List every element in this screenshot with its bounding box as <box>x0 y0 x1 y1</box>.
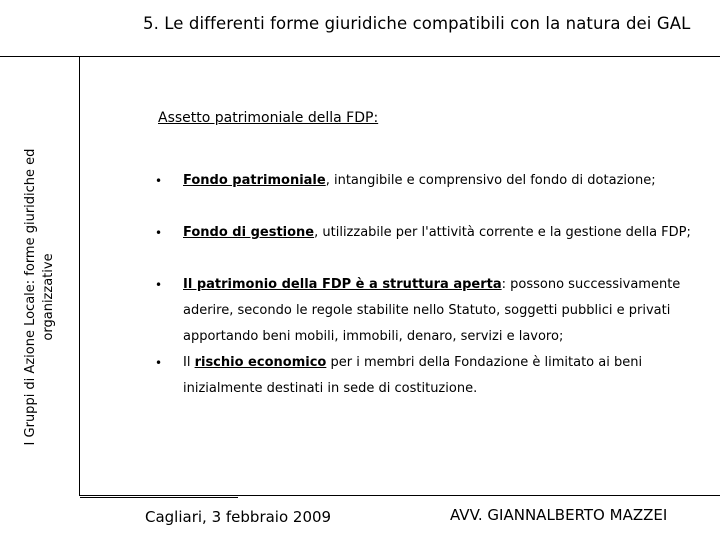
list-item-4-text: per i membri della Fondazione è limitato ai beni inizialmente destinati in sede di costituzione. <box>183 355 643 396</box>
bullet-marker-3: • <box>155 278 163 292</box>
list-item-2-text: , utilizzabile per l'attività corrente e la gestione della FDP; <box>314 225 691 240</box>
section-subtitle: Assetto patrimoniale della FDP: <box>158 110 379 126</box>
footer-date: Cagliari, 3 febbraio 2009 <box>145 508 332 526</box>
slide-title: 5. Le differenti forme giuridiche compatibili con la natura dei GAL <box>143 14 691 33</box>
bullet-marker-4: • <box>155 356 163 370</box>
list-item-2-term: Fondo di gestione <box>183 225 315 240</box>
vertical-caption-text <box>22 130 74 464</box>
list-item-4-term: rischio economico <box>194 355 327 370</box>
list-item-1-text: , intangibile e comprensivo del fondo di dotazione; <box>325 173 656 188</box>
vertical-caption-line1: I Gruppi di Azione Locale: forme giuridiche ed <box>23 148 38 446</box>
footer-divider <box>80 495 720 496</box>
list-item-4-prefix: Il <box>183 355 195 370</box>
list-item-2 <box>183 220 703 246</box>
title-bar <box>0 0 720 57</box>
bullet-marker-1: • <box>155 174 163 188</box>
list-item-1-term: Fondo patrimoniale <box>183 173 326 188</box>
sidebar-vertical-caption <box>22 130 74 464</box>
list-item-3-text: : possono successivamente aderire, secondo le regole stabilite nello Statuto, soggetti pubblici e privati apportando beni mobili, immobili, denaro, servizi e lavoro; <box>183 277 681 344</box>
list-item-3 <box>183 272 703 350</box>
footer-author: AVV. GIANNALBERTO MAZZEI <box>450 506 668 524</box>
vertical-caption-line2: organizzative <box>41 253 56 341</box>
bullet-marker-2: • <box>155 226 163 240</box>
list-item-4 <box>183 350 703 402</box>
list-item-1 <box>183 168 703 194</box>
list-item-3-term: Il patrimonio della FDP è a struttura aperta <box>183 277 502 292</box>
sidebar-divider <box>79 56 80 496</box>
footer-divider-accent <box>80 497 238 498</box>
